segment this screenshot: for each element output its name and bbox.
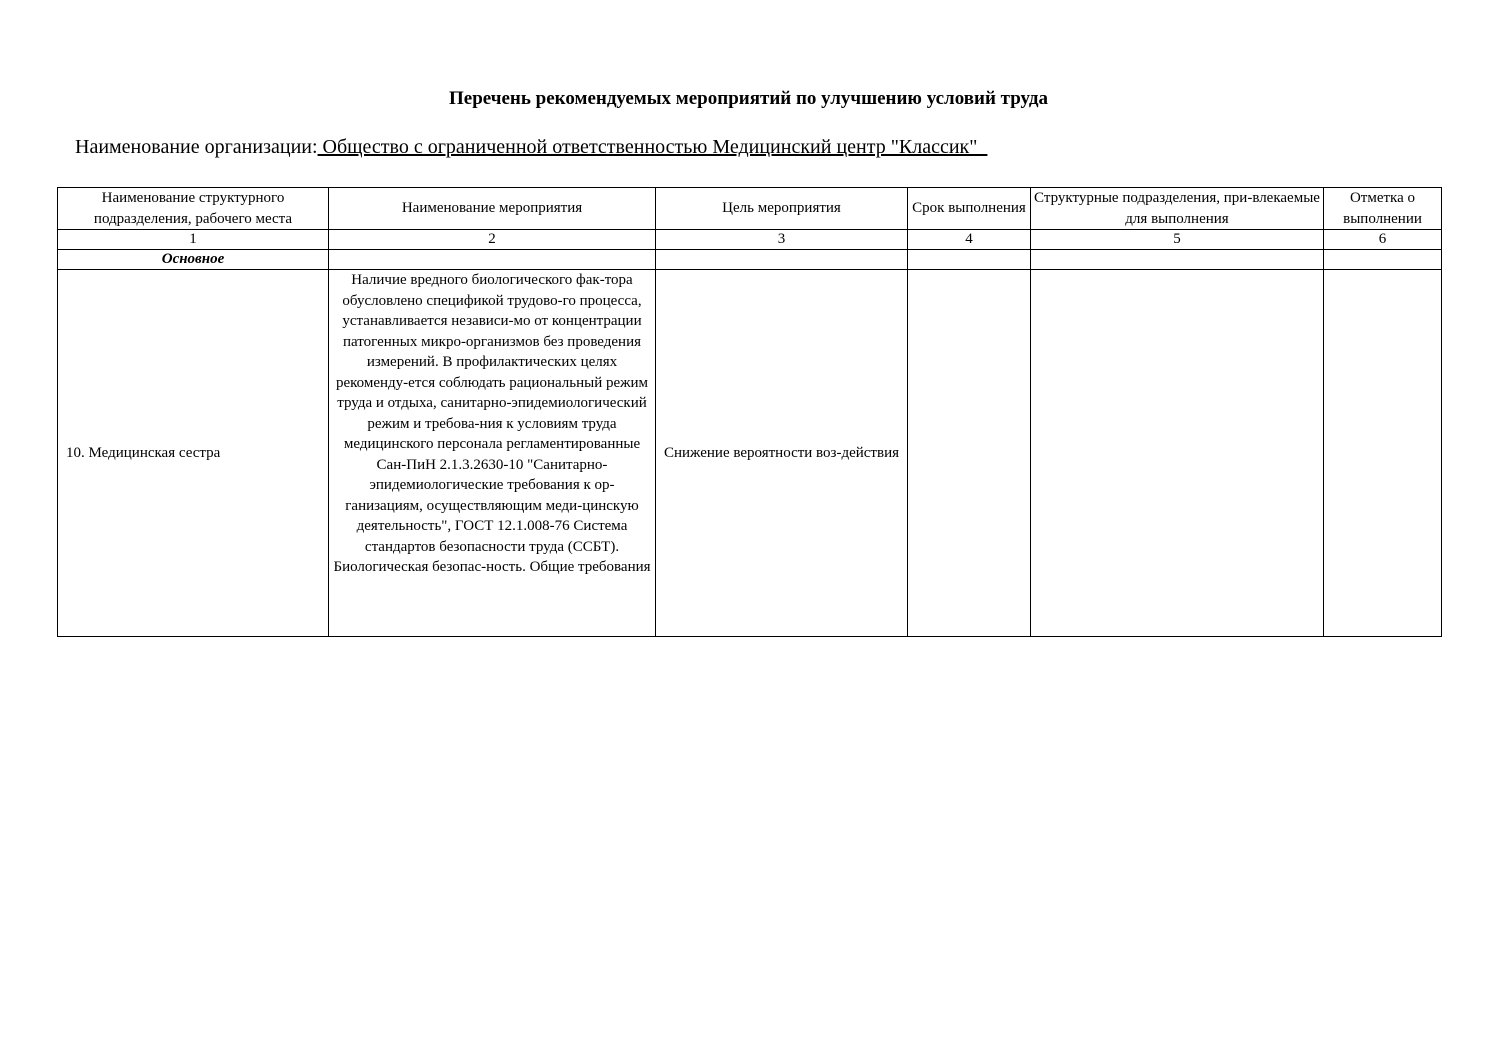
- column-number: 2: [329, 230, 656, 250]
- organization-line: [75, 134, 987, 160]
- header-workplace: Наименование структурного подразделения, рабочего места: [58, 188, 329, 230]
- empty-cell: [656, 250, 908, 270]
- empty-cell: [329, 250, 656, 270]
- table-row: [58, 270, 1442, 637]
- document-title: Перечень рекомендуемых мероприятий по улучшению условий труда: [449, 88, 1048, 109]
- header-measure: Наименование мероприятия: [329, 188, 656, 230]
- header-departments: Структурные подразделения, при-влекаемые для выполнения: [1031, 188, 1324, 230]
- goal-cell: Снижение вероятности воз-действия: [656, 270, 908, 637]
- column-number: 4: [908, 230, 1031, 250]
- measures-table: [57, 187, 1442, 637]
- empty-cell: [1324, 250, 1442, 270]
- column-number-row: [58, 230, 1442, 250]
- organization-label: Наименование организации:: [75, 136, 318, 158]
- organization-name: Общество с ограниченной ответственностью Медицинский центр "Классик": [317, 136, 988, 158]
- column-number: 5: [1031, 230, 1324, 250]
- section-label: Основное: [58, 250, 329, 270]
- header-goal: Цель мероприятия: [656, 188, 908, 230]
- measure-cell: Наличие вредного биологического фак-тора обусловлено спецификой трудово-го процесса, устанавливается независи-мо от концентрации патогенных микро-организмов без проведения измерений. В профилактических целях рекоменду-ется соблюдать рациональный режим труда и отдыха, санитарно-эпидемиологический режим и требова-ния к условиям труда медицинского персонала регламентированные Сан-ПиН 2.1.3.2630-10 "Санитарно-эпидемиологические требования к ор-ганизациям, осуществляющим меди-цинскую деятельность", ГОСТ 12.1.008-76 Система стандартов безопасности труда (ССБТ). Биологическая безопас-ность. Общие требования: [329, 270, 656, 637]
- empty-cell: [908, 250, 1031, 270]
- section-row: [58, 250, 1442, 270]
- column-number: 6: [1324, 230, 1442, 250]
- header-deadline: Срок выполнения: [908, 188, 1031, 230]
- column-number: 1: [58, 230, 329, 250]
- header-completion-mark: Отметка о выполнении: [1324, 188, 1442, 230]
- completion-mark-cell: [1324, 270, 1442, 637]
- workplace-cell: 10. Медицинская сестра: [58, 270, 329, 637]
- departments-cell: [1031, 270, 1324, 637]
- deadline-cell: [908, 270, 1031, 637]
- column-number: 3: [656, 230, 908, 250]
- empty-cell: [1031, 250, 1324, 270]
- header-row: [58, 188, 1442, 230]
